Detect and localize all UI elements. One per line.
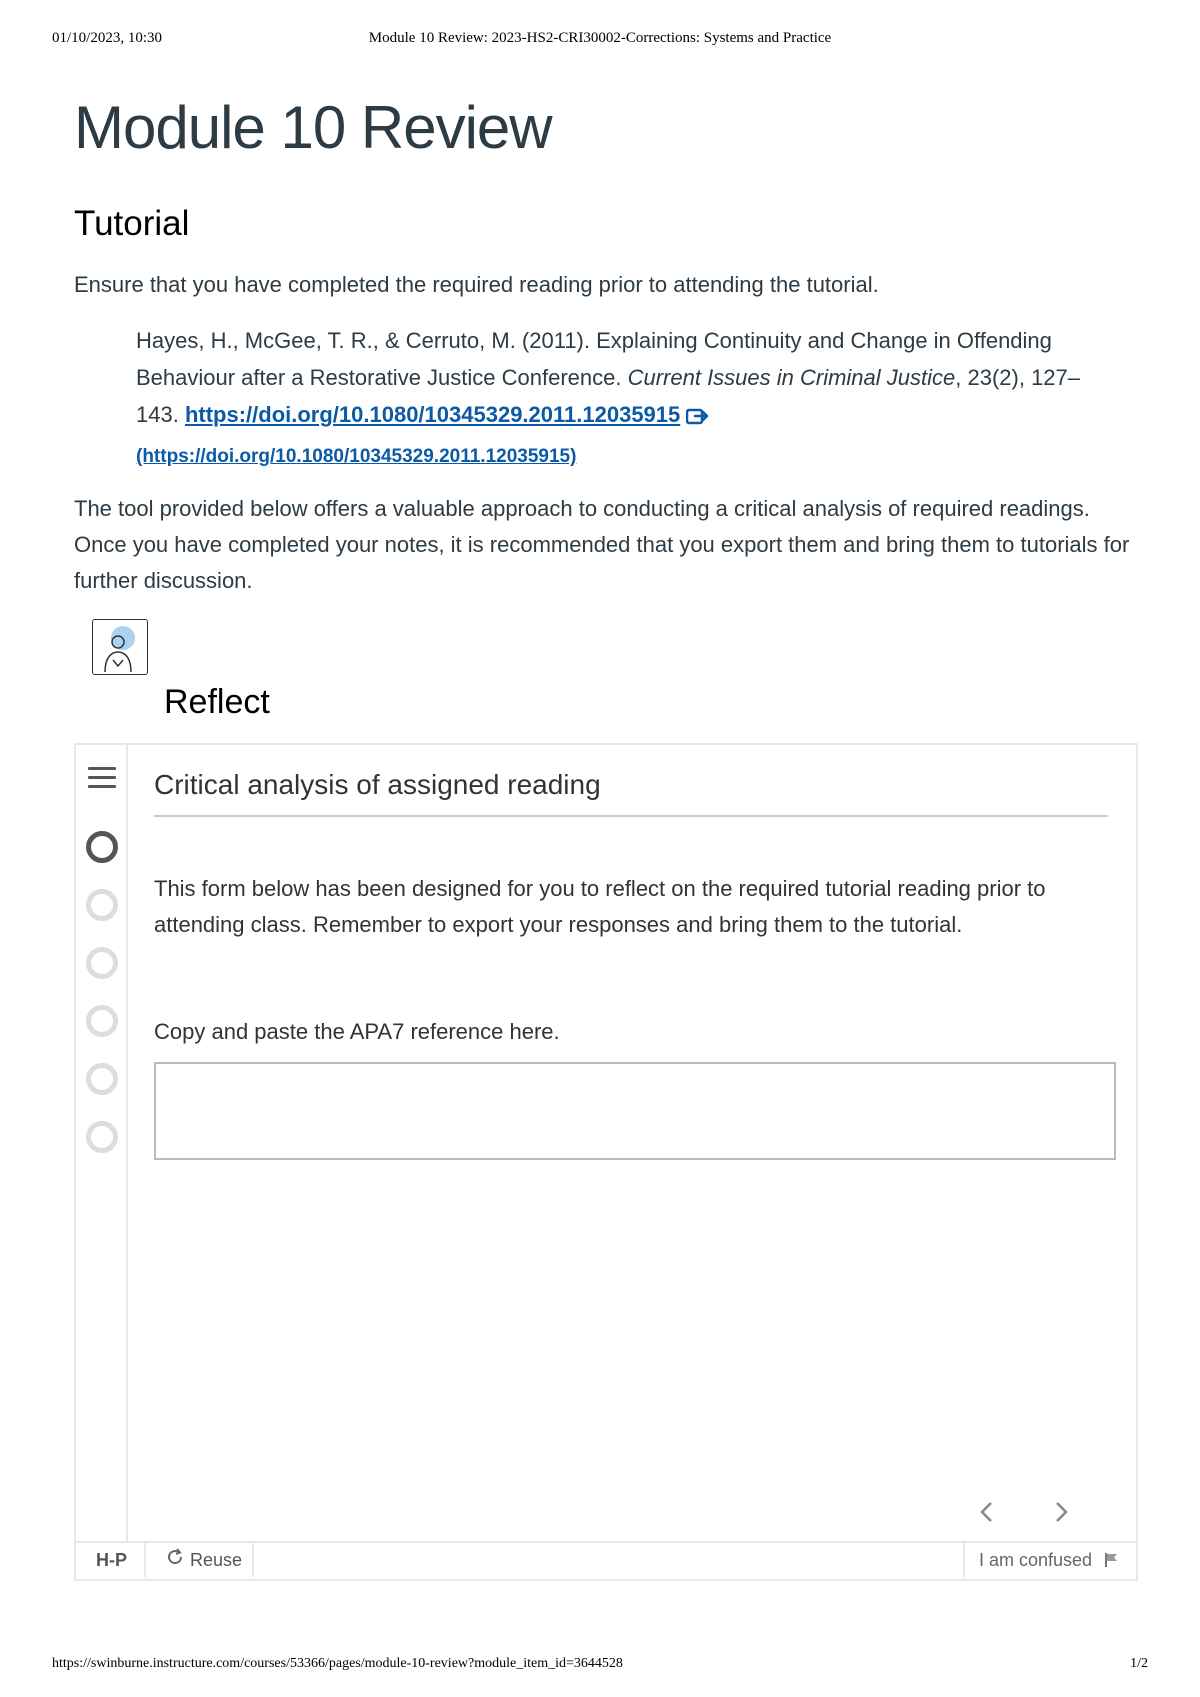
reading-reference [136, 322, 1096, 475]
reference-authors: Hayes, H., McGee, T. R., & Cerruto, M. (2011). Explaining Continuity and Change in Offending Behaviour after a Restorative Justice Conference. [136, 328, 1052, 390]
chevron-right-icon [1046, 1497, 1076, 1527]
h5p-widget [74, 743, 1138, 1581]
next-step-button[interactable] [1046, 1497, 1076, 1527]
h5p-question-prompt: Copy and paste the APA7 reference here. [154, 1019, 560, 1044]
refresh-icon [166, 1543, 184, 1577]
print-footer [52, 1656, 1148, 1676]
confused-button[interactable] [963, 1543, 1136, 1577]
print-url: https://swinburne.instructure.com/courses/53366/pages/module-10-review?module_item_id=3644528 [52, 1656, 623, 1671]
h5p-main-panel [126, 745, 1136, 1543]
external-link-icon [686, 399, 710, 436]
step-2-icon[interactable] [86, 889, 118, 921]
section-title: Tutorial [74, 204, 190, 243]
reference-details: , 23(2), 127–143. [136, 365, 1081, 427]
print-page-title: Module 10 Review: 2023-HS2-CRI30002-Corrections: Systems and Practice [368, 30, 832, 46]
h5p-description: This form below has been designed for you to reflect on the required tutorial reading prior to attending class. Remember to export your responses and bring them to the tutorial. [154, 876, 1046, 937]
reference-journal: Current Issues in Criminal Justice [627, 365, 956, 390]
step-6-icon[interactable] [86, 1121, 118, 1153]
h5p-footer [76, 1541, 1136, 1579]
step-5-icon[interactable] [86, 1063, 118, 1095]
confused-label: I am confused [978, 1550, 1092, 1570]
step-1-icon[interactable] [86, 831, 118, 863]
previous-step-button[interactable] [972, 1497, 1002, 1527]
print-page-number: 1/2 [1130, 1656, 1148, 1671]
h5p-step-nav [76, 745, 128, 1543]
step-4-icon[interactable] [86, 1005, 118, 1037]
page-title: Module 10 Review [74, 94, 552, 161]
print-datetime: 01/10/2023, 10:30 [52, 30, 163, 46]
menu-icon[interactable] [88, 767, 116, 791]
step-3-icon[interactable] [86, 947, 118, 979]
reflect-heading: Reflect [164, 683, 270, 721]
h5p-logo[interactable]: H‑P [76, 1543, 146, 1577]
reflect-block [74, 619, 1134, 739]
tool-description: The tool provided below offers a valuable approach to conducting a critical analysis of required readings. Once you have completed your notes, it is recommended that you export them and bring them to tutorials for further discussion. [74, 496, 1130, 593]
h5p-heading: Critical analysis of assigned reading [154, 769, 1108, 817]
intro-text: Ensure that you have completed the required reading prior to attending the tutorial. [74, 272, 879, 297]
print-header [52, 30, 1148, 50]
doi-link-paren[interactable]: (https://doi.org/10.1080/10345329.2011.12035915) [136, 446, 577, 467]
reflect-person-icon [92, 619, 148, 675]
doi-link[interactable]: https://doi.org/10.1080/10345329.2011.12035915 [184, 402, 681, 427]
flag-icon [1104, 1545, 1118, 1579]
page-content [74, 92, 1134, 739]
reuse-label: Reuse [190, 1550, 243, 1570]
apa7-reference-input[interactable] [154, 1062, 1116, 1160]
reuse-button[interactable] [156, 1543, 254, 1577]
chevron-left-icon [972, 1497, 1002, 1527]
